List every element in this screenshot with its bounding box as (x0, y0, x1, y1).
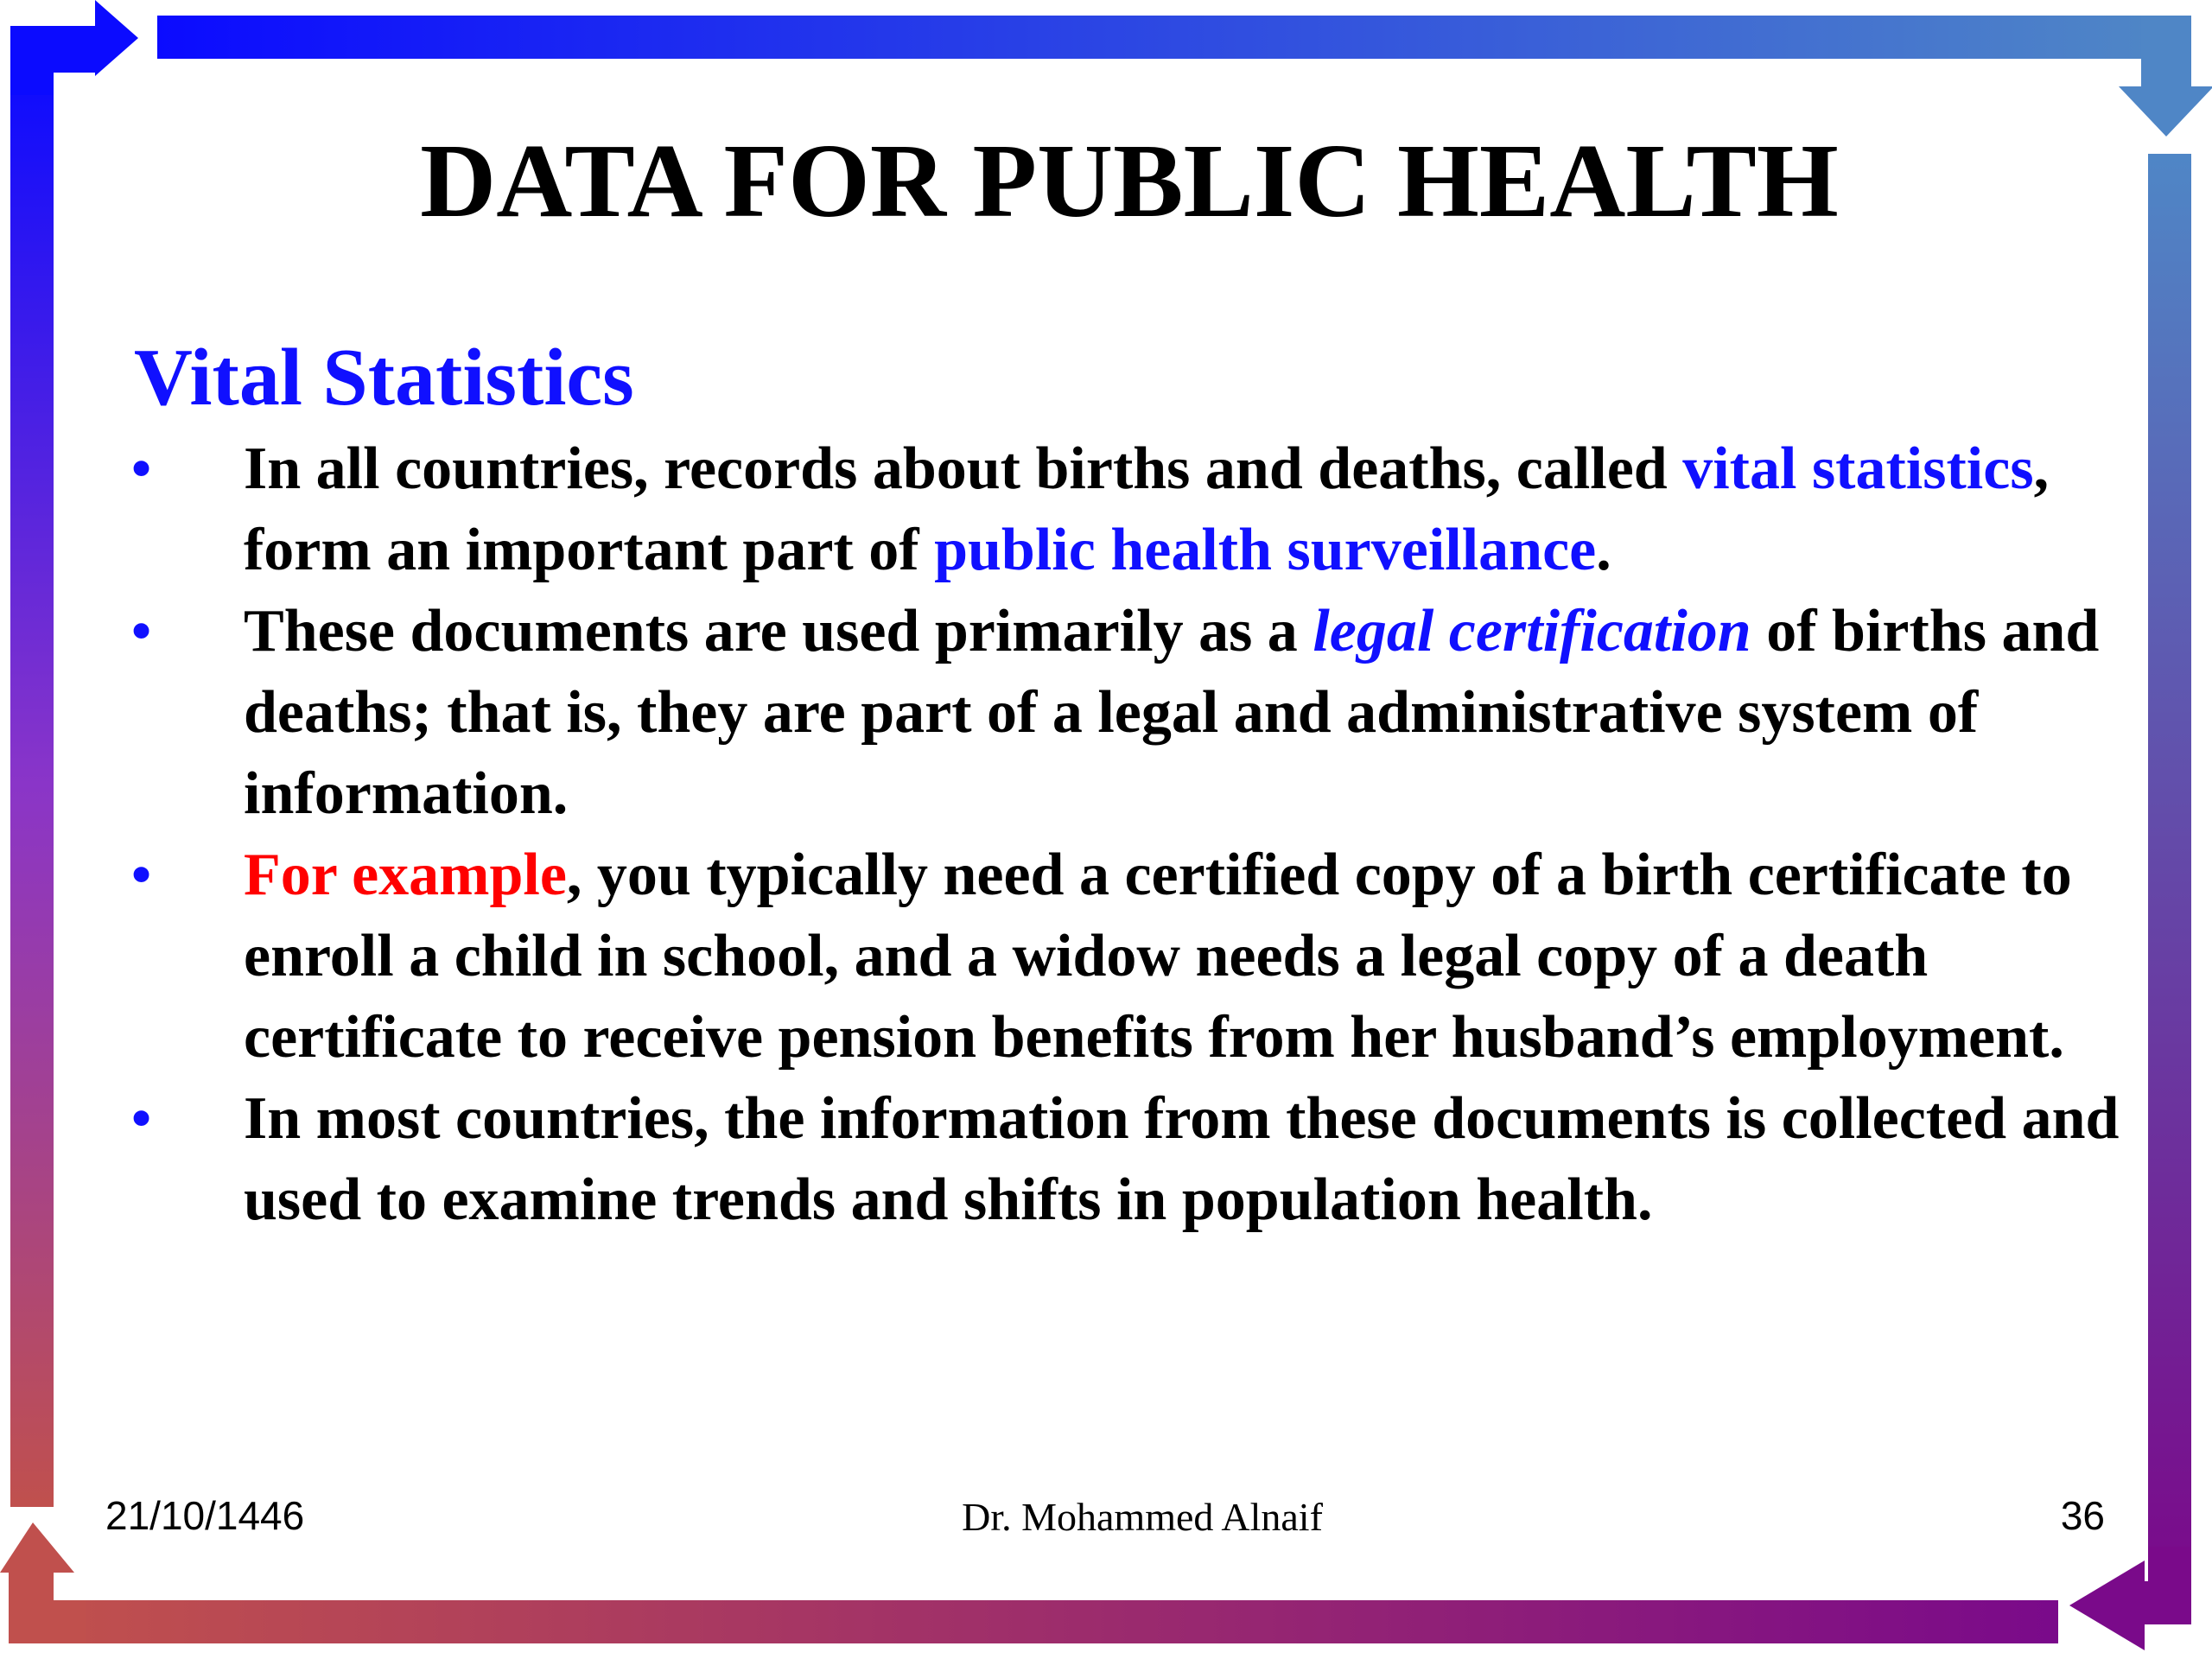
bullet-item (0, 1078, 2212, 1241)
page-number: 36 (2060, 1493, 2105, 1538)
bullet-text: In most countries, the information from these documents is collected and used to examine trends and shifts in population health. (244, 1085, 2120, 1233)
bullet-text: of births and deaths; that is, they are part of a legal and administrative system of information. (244, 598, 2100, 827)
bullet-text: , form an important part of (244, 435, 2050, 583)
footer-author: Dr. Mohammed Alnaif (962, 1495, 1323, 1539)
highlighted-term: legal certification (1313, 598, 1751, 664)
bullet-text: . (1596, 517, 1611, 583)
bullet-text: In all countries, records about births and deaths, called (244, 435, 1683, 502)
footer-date: 21/10/1446 (105, 1493, 305, 1538)
bullet-dot-icon: • (131, 437, 152, 500)
frame-top-arrow (157, 16, 2212, 137)
bullet-text: These documents are used primarily as a (244, 598, 1313, 664)
bullet-item (0, 835, 2212, 1078)
bullet-text: , you typically need a certified copy of a birth certificate to enroll a child in school, and a widow needs a legal copy of a death certificate to receive pension benefits from her husband’s employment. (244, 842, 2072, 1071)
bullet-item (0, 591, 2212, 835)
slide-title: DATA FOR PUBLIC HEALTH (420, 123, 1839, 239)
bullet-list (0, 429, 2212, 1241)
section-subtitle: Vital Statistics (134, 333, 634, 423)
bullet-dot-icon: • (131, 843, 152, 906)
highlighted-term: public health surveillance (934, 517, 1597, 583)
highlighted-term: vital statistics (1682, 435, 2034, 502)
bullet-item (0, 429, 2212, 591)
bullet-dot-icon: • (131, 600, 152, 663)
highlighted-term: For example (244, 842, 567, 908)
bullet-dot-icon: • (131, 1087, 152, 1150)
